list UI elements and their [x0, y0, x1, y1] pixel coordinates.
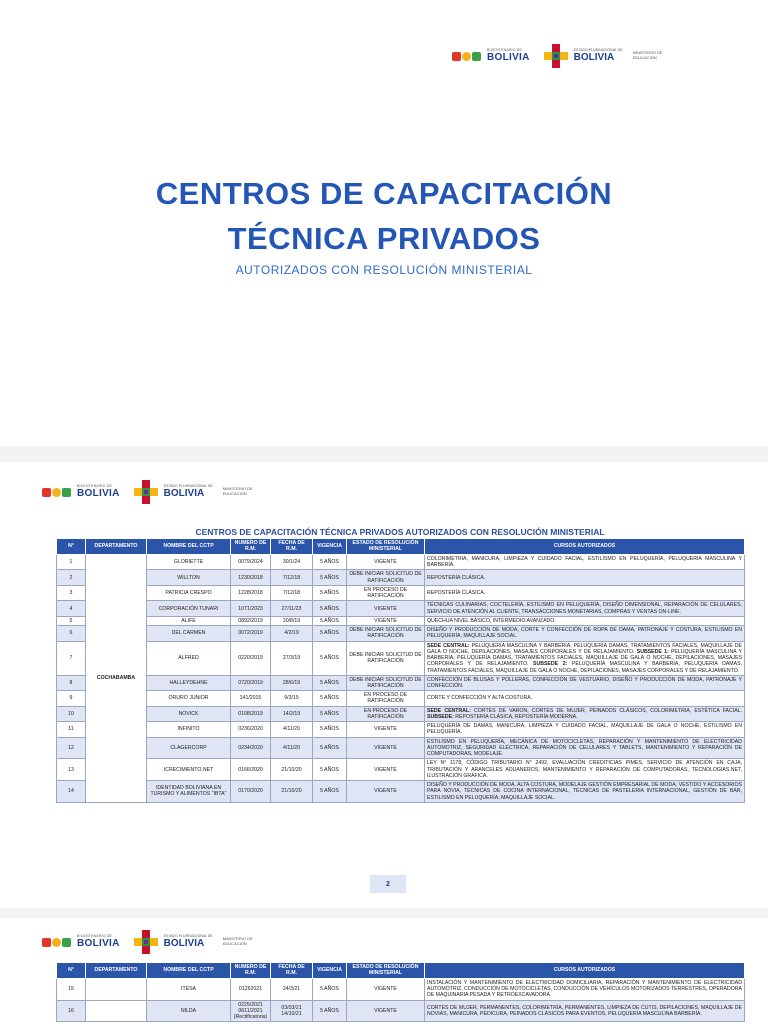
- vigencia: 5 AÑOS: [313, 759, 347, 781]
- cctp-name: INFINITO: [147, 722, 231, 737]
- header-n: N°: [57, 963, 86, 979]
- rm-date: 4/2/19: [271, 626, 313, 641]
- ministry-label: MINISTERIO DE EDUCACIÓN: [632, 50, 663, 60]
- rm-number: 0220/2019: [231, 641, 271, 675]
- bicentenario-logo-icon: [42, 488, 71, 497]
- row-number: 5: [57, 616, 86, 625]
- authorized-courses: LEY N° 1178, CÓDIGO TRIBUTARIO N° 2492, EVALUACIÓN CREDITICIAS PIMES, SERVICIO DE ATENCIÓN EN CAJA, TRIBUTACIÓN Y ARANCELES ADUANEROS, MANTENIMIENTO Y REPARACIÓN DE COMPUTADORAS, TECNOLOGIAS.NET, ILUSTRACIÓN GRÁFICA.: [425, 759, 745, 781]
- government-emblem-icon: [544, 44, 568, 68]
- department-cell: [86, 1000, 147, 1022]
- government-wordmark: ESTADO PLURINACIONAL DE BOLIVIA: [163, 934, 213, 949]
- table-row: [57, 979, 745, 1001]
- rm-number: 0892/2019: [231, 616, 271, 625]
- rm-number: 0234/2020: [231, 737, 271, 759]
- table-row: [57, 759, 745, 781]
- rm-status: VIGENTE: [347, 601, 425, 616]
- vigencia: 5 AÑOS: [313, 737, 347, 759]
- header-date: FECHA DE R.M.: [271, 539, 313, 555]
- bicentenario-wordmark: BICENTENARIO DE BOLIVIA: [487, 48, 530, 63]
- header-courses: CURSOS AUTORIZADOS: [425, 539, 745, 555]
- authorized-courses: TÉCNICAS CULINARIAS, COCTELERÍA, ESTILISMO EN PELUQUERÍA, DISEÑO DIMENSIONAL, REPARACIÓN DE CELULARES, SERVICIO DE ATENCIÓN AL CLIENTE, TRANSACCIONES MONETARIAS, COMPRAS Y VENTAS ON-LINE.: [425, 601, 745, 616]
- row-number: 10: [57, 706, 86, 721]
- cctp-table: [56, 538, 745, 803]
- header-vigencia: VIGENCIA: [313, 539, 347, 555]
- rm-status: DEBE INICIAR SOLICITUD DE RATIFICACIÓN: [347, 570, 425, 585]
- rm-date: 27/3/19: [271, 641, 313, 675]
- table-row: [57, 626, 745, 641]
- rm-status: VIGENTE: [347, 979, 425, 1001]
- cctp-name: CLAGERCORP: [147, 737, 231, 759]
- vigencia: 5 AÑOS: [313, 641, 347, 675]
- row-number: 4: [57, 601, 86, 616]
- rm-status: VIGENTE: [347, 722, 425, 737]
- cctp-name: ORURO JUNIOR: [147, 691, 231, 706]
- rm-status: EN PROCESO DE RATIFICACIÓN: [347, 585, 425, 600]
- header-logos: [452, 44, 671, 68]
- row-number: 3: [57, 585, 86, 600]
- row-number: 13: [57, 759, 86, 781]
- bicentenario-wordmark: BICENTENARIO DE BOLIVIA: [77, 484, 120, 499]
- rm-status: DEBE INICIAR SOLICITUD DE RATIFICACIÓN: [347, 641, 425, 675]
- bicentenario-wordmark: BICENTENARIO DE BOLIVIA: [77, 934, 120, 949]
- table-page-logos: [42, 480, 261, 504]
- rm-date: 21/10/20: [271, 781, 313, 803]
- table-row: [57, 570, 745, 585]
- table-header-row: [57, 539, 745, 555]
- cover-title-line-1: CENTROS DE CAPACITACIÓN: [155, 176, 613, 211]
- authorized-courses: PELUQUERÍA DE DAMAS, MANICURA, LIMPIEZA Y CUIDADO FACIAL, MAQUILLAJE DE GALA O NOCHE, ESTILISMO EN PELUQUERÍA.: [425, 722, 745, 737]
- rm-date: 30/1/24: [271, 555, 313, 570]
- rm-number: 0720/2019: [231, 675, 271, 690]
- bicentenario-logo-icon: [42, 938, 71, 947]
- rm-number: 141/2015: [231, 691, 271, 706]
- rm-number: 1228/2018: [231, 585, 271, 600]
- table-row: [57, 722, 745, 737]
- authorized-courses: INSTALACIÓN Y MANTENIMIENTO DE ELECTRICIDAD DOMICILIARIA, REPARACIÓN Y MANTENIMIENTO DE ELECTRICIDAD AUTOMOTRIZ, CONDUCCIÓN DE MOTOCICLETAS, CONDUCCIÓN DE VEHÍCULOS MOTORIZADOS TERRESTRES, OPERADORA DE MAQUINARIA PESADA Y RETROEXCAVADORA.: [425, 979, 745, 1001]
- table-row: [57, 601, 745, 616]
- rm-status: DEBE INICIAR SOLICITUD DE RATIFICACIÓN: [347, 626, 425, 641]
- header-department: DEPARTAMENTO: [86, 963, 147, 979]
- rm-date: 27/11/23: [271, 601, 313, 616]
- row-number: 7: [57, 641, 86, 675]
- rm-number: 0225/2021 0611/2021 (Rectificatoria): [231, 1000, 271, 1022]
- cctp-name: ALFRED: [147, 641, 231, 675]
- rm-status: VIGENTE: [347, 1000, 425, 1022]
- header-vigencia: VIGENCIA: [313, 963, 347, 979]
- cctp-name: HALLEYDEHNE: [147, 675, 231, 690]
- authorized-courses: CORTE Y CONFECCIÓN Y ALTA COSTURA.: [425, 691, 745, 706]
- rm-date: 4/11/20: [271, 722, 313, 737]
- rm-date: 14/2/19: [271, 706, 313, 721]
- authorized-courses: COLORIMETRIA, MANICURA, LIMPIEZA Y CUIDADO FACIAL, ESTILISMO EN PELUQUERÍA, PELUQUERIA MASCULINA Y BARBERÍA.: [425, 555, 745, 570]
- rm-status: VIGENTE: [347, 616, 425, 625]
- cctp-name: NOVICK: [147, 706, 231, 721]
- vigencia: 5 AÑOS: [313, 722, 347, 737]
- rm-number: 0166/2020: [231, 759, 271, 781]
- header-status: ESTADO DE RESOLUCIÓN MINISTERIAL: [347, 963, 425, 979]
- rm-number: 1071/2023: [231, 601, 271, 616]
- vigencia: 5 AÑOS: [313, 691, 347, 706]
- header-n: N°: [57, 539, 86, 555]
- ministry-label: MINISTERIO DE EDUCACIÓN: [222, 486, 253, 496]
- table-row: [57, 1000, 745, 1022]
- rm-status: VIGENTE: [347, 759, 425, 781]
- row-number: 12: [57, 737, 86, 759]
- rm-status: VIGENTE: [347, 737, 425, 759]
- vigencia: 5 AÑOS: [313, 706, 347, 721]
- authorized-courses: QUECHUA NIVEL BÁSICO, INTERMEDIO AVANZADO.: [425, 616, 745, 625]
- rm-status: VIGENTE: [347, 781, 425, 803]
- table-row: [57, 641, 745, 675]
- department-cell: COCHABAMBA: [86, 555, 147, 803]
- cctp-table-continued: [56, 962, 745, 1022]
- bicentenario-logo-icon: [452, 52, 481, 61]
- cctp-name: WILLTON: [147, 570, 231, 585]
- rm-date: 20/8/19: [271, 616, 313, 625]
- rm-status: VIGENTE: [347, 555, 425, 570]
- header-courses: CURSOS AUTORIZADOS: [425, 963, 745, 979]
- table-title: CENTROS DE CAPACITACIÓN TÉCNICA PRIVADOS AUTORIZADOS CON RESOLUCIÓN MINISTERIAL: [195, 527, 605, 537]
- header-date: FECHA DE R.M.: [271, 963, 313, 979]
- header-name: NOMBRE DEL CCTP: [147, 539, 231, 555]
- rm-date: 24/3/21: [271, 979, 313, 1001]
- row-number: 15: [57, 979, 86, 1001]
- rm-date: 03/03/21 14/10/21: [271, 1000, 313, 1022]
- header-rm: NUMERO DE R.M.: [231, 963, 271, 979]
- government-wordmark: ESTADO PLURINACIONAL DE BOLIVIA: [163, 484, 213, 499]
- authorized-courses: CORTES DE MUJER, PERMANENTES, COLORIMETRÍA, PERMANENTES, LIMPIEZA DE CUTIS, DEPILACIONES, MAQUILLAJE DE NOVIAS, MANICURA, PEDICURA, PEINADOS CLÁSICOS PARA EVENTOS, PELUQUERÍA MASCULINA BARBERÍA.: [425, 1000, 745, 1022]
- rm-number: 0170/2020: [231, 781, 271, 803]
- vigencia: 5 AÑOS: [313, 555, 347, 570]
- cctp-name: ICRECIMIENTO.NET: [147, 759, 231, 781]
- row-number: 11: [57, 722, 86, 737]
- rm-status: EN PROCESO DE RATIFICACIÓN: [347, 706, 425, 721]
- cctp-name: PATRICIA CRESPO: [147, 585, 231, 600]
- table-row: [57, 555, 745, 570]
- continuation-page: [0, 918, 768, 1024]
- vigencia: 5 AÑOS: [313, 675, 347, 690]
- rm-number: 0236/2020: [231, 722, 271, 737]
- table-row: [57, 616, 745, 625]
- vigencia: 5 AÑOS: [313, 601, 347, 616]
- rm-date: 4/11/20: [271, 737, 313, 759]
- table-page: [0, 462, 768, 908]
- row-number: 6: [57, 626, 86, 641]
- row-number: 2: [57, 570, 86, 585]
- cctp-name: ALIFE: [147, 616, 231, 625]
- table-row: [57, 737, 745, 759]
- rm-number: 0072/2019: [231, 626, 271, 641]
- rm-date: 21/10/20: [271, 759, 313, 781]
- header-name: NOMBRE DEL CCTP: [147, 963, 231, 979]
- vigencia: 5 AÑOS: [313, 979, 347, 1001]
- authorized-courses: CONFECCIÓN DE BLUSAS Y POLLERAS, CONFECCIÓN DE VESTUARIO, DISEÑO Y PRODUCCIÓN DE MODA, PATRONAJE Y CONFECCIÓN.: [425, 675, 745, 690]
- rm-number: 0108/2019: [231, 706, 271, 721]
- vigencia: 5 AÑOS: [313, 1000, 347, 1022]
- row-number: 9: [57, 691, 86, 706]
- government-wordmark: ESTADO PLURINACIONAL DE BOLIVIA: [573, 48, 623, 63]
- authorized-courses: SEDE CENTRAL: CORTES DE VARON, CORTES DE MUJER, PEINADOS CLÁSICOS, COLORIMETRIA, ESTÉTICA FACIAL. SUBSEDE: REPOSTERÍA CLÁSICA, REPOSTERÍA MODERNA.: [425, 706, 745, 721]
- rm-status: DEBE INICIAR SOLICITUD DE RATIFICACIÓN: [347, 675, 425, 690]
- cover-title-line-2: TÉCNICA PRIVADOS: [227, 221, 541, 256]
- government-emblem-icon: [134, 480, 158, 504]
- row-number: 1: [57, 555, 86, 570]
- cctp-name: NILDA: [147, 1000, 231, 1022]
- rm-status: EN PROCESO DE RATIFICACIÓN: [347, 691, 425, 706]
- rm-number: 01262021: [231, 979, 271, 1001]
- vigencia: 5 AÑOS: [313, 616, 347, 625]
- table-row: [57, 781, 745, 803]
- cctp-name: ITESA: [147, 979, 231, 1001]
- cctp-name: GLORIETTE: [147, 555, 231, 570]
- rm-number: 1230/2018: [231, 570, 271, 585]
- authorized-courses: DISEÑO Y PRODUCCIÓN DE MODA, CORTE Y CONFECCIÓN DE ROPA DE DAMA, PATRONAJE Y COSTURA, ESTILISMO EN PELUQUERÍA, MAQUILLAJE SOCIAL.: [425, 626, 745, 641]
- rm-date: 7/12/18: [271, 585, 313, 600]
- authorized-courses: SEDE CENTRAL: PELUQUERÍA MASCULINA Y BARBERÍA, PELUQUERÍA DAMAS, TRATAMIENTOS FACIALES, MAQUILLAJE DE GALA O NOCHE, DEPILACIONES, MASAJES CORPORALES Y DE RELAJAMIENTO. SUBSEDE 1: PELUQUERÍA MASCULINA Y BARBERÍA, PELUQUERÍA DAMAS, TRATAMIENTOS FACIALES, MAQUILLAJE DE GALA O NOCHE, DEPILACIONES, MASAJES CORPORALES Y DE RELAJAMIENTO. SUBSEDE 2: PELUQUERÍA MASCULINA Y BARBERÍA, PELUQUERÍA DAMAS, TRATAMIENTOS FACIALES, MAQUILLAJE DE GALA O NOCHE, DEPILACIONES, MASAJES CORPORALES Y DE RELAJAMIENTO.: [425, 641, 745, 675]
- continuation-logos: [42, 930, 261, 954]
- rm-date: 7/12/18: [271, 570, 313, 585]
- vigencia: 5 AÑOS: [313, 626, 347, 641]
- authorized-courses: DISEÑO Y PRODUCCIÓN DE MODA, ALTA COSTURA, MODELAJE GESTIÓN EMPRESARIAL DE MODA, VESTIDO Y ACCESORIOS PARA NOVIA, TÉCNICAS DE COCINA INTERNACIONAL, TÉCNICAS DE PASTELERIA INTERNACIONAL, GESTIÓN DE BAR, ESTILISMO EN PELUQUERÍA, MAQUILLAJE SOCIAL.: [425, 781, 745, 803]
- rm-date: 28/6/19: [271, 675, 313, 690]
- table-row: [57, 706, 745, 721]
- government-emblem-icon: [134, 930, 158, 954]
- authorized-courses: REPOSTERÍA CLÁSICA.: [425, 570, 745, 585]
- page-number: 2: [370, 875, 406, 893]
- header-rm: NUMERO DE R.M.: [231, 539, 271, 555]
- row-number: 8: [57, 675, 86, 690]
- cctp-name: CORPORACIÓN TUNARI: [147, 601, 231, 616]
- vigencia: 5 AÑOS: [313, 570, 347, 585]
- rm-date: 9/3/15: [271, 691, 313, 706]
- rm-number: 0079/2024: [231, 555, 271, 570]
- cctp-name: DEL CARMEN: [147, 626, 231, 641]
- ministry-label: MINISTERIO DE EDUCACIÓN: [222, 936, 253, 946]
- cover-page: [0, 0, 768, 446]
- authorized-courses: ESTILISMO EN PELUQUERÍA, MECÁNICA DE MOTOCICLETAS, REPARACIÓN Y MANTENIMIENTO DE ELECTRICIDAD AUTOMOTRIZ, SEGURIDAD ELÉCTRICA, REPARACIÓN DE CELULARES Y TABLETS, MANTENIMIENTO Y REPARACIÓN DE COMPUTADORAS, MODELAJE.: [425, 737, 745, 759]
- cctp-name: IDENTIDAD BOLIVIANA EN TURISMO Y ALIMENTOS "IBTA": [147, 781, 231, 803]
- vigencia: 5 AÑOS: [313, 585, 347, 600]
- authorized-courses: REPOSTERÍA CLÁSICA.: [425, 585, 745, 600]
- department-cell: [86, 979, 147, 1001]
- table-row: [57, 585, 745, 600]
- vigencia: 5 AÑOS: [313, 781, 347, 803]
- header-department: DEPARTAMENTO: [86, 539, 147, 555]
- table-header-row: [57, 963, 745, 979]
- table-row: [57, 675, 745, 690]
- cover-subtitle: AUTORIZADOS CON RESOLUCIÓN MINISTERIAL: [235, 263, 533, 277]
- row-number: 16: [57, 1000, 86, 1022]
- header-status: ESTADO DE RESOLUCIÓN MINISTERIAL: [347, 539, 425, 555]
- table-row: [57, 691, 745, 706]
- row-number: 14: [57, 781, 86, 803]
